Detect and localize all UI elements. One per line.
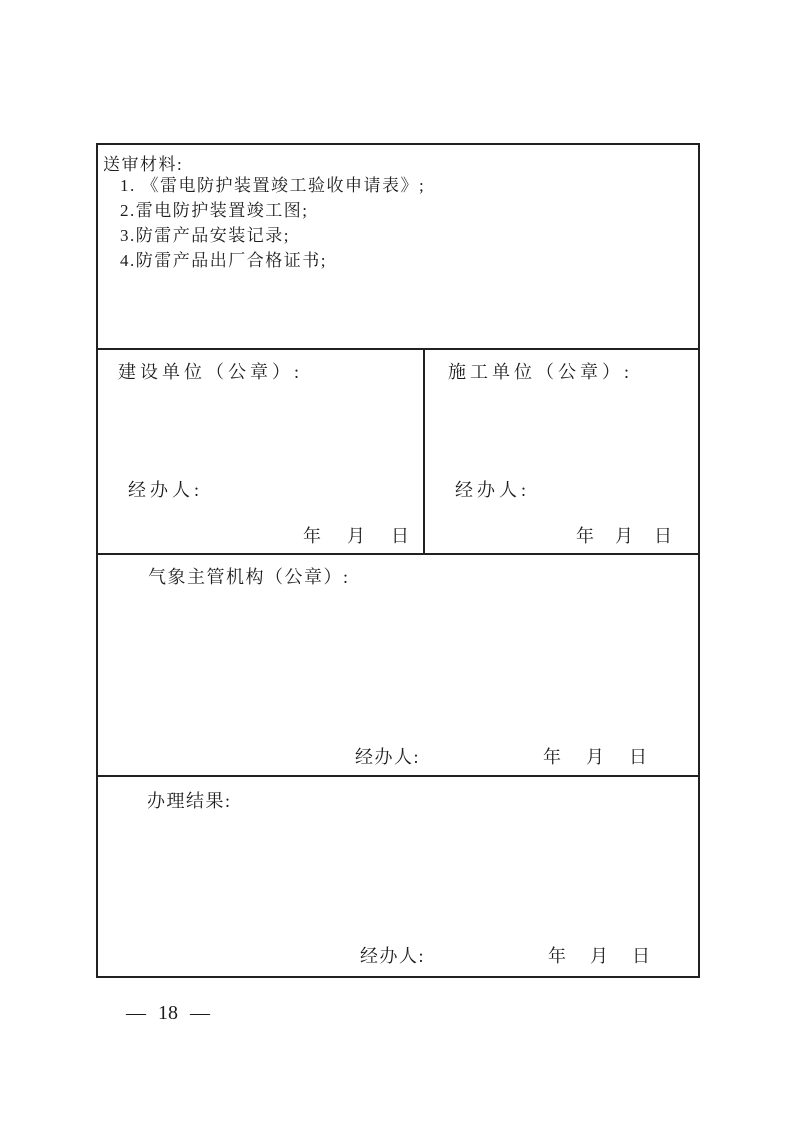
page-number-dash-left: — <box>126 1002 146 1024</box>
meteorological-authority-label: 气象主管机构（公章）: <box>148 567 350 587</box>
page-number <box>126 1002 210 1025</box>
year-label: 年 <box>548 946 566 966</box>
construction-unit-cell <box>98 350 425 553</box>
year-label: 年 <box>576 526 594 546</box>
day-label: 日 <box>391 526 409 546</box>
construction-unit-agent-label: 经办人: <box>128 480 204 500</box>
materials-item-3: 3.防雷产品安装记录; <box>120 226 290 245</box>
materials-section <box>98 145 698 348</box>
materials-title: 送审材料: <box>103 155 184 174</box>
meteorological-authority-agent-label: 经办人: <box>355 747 421 767</box>
meteorological-authority-sign-line <box>98 743 698 769</box>
day-label: 日 <box>632 946 650 966</box>
installation-unit-date-line <box>576 522 672 548</box>
month-label: 月 <box>615 526 633 546</box>
materials-item-4: 4.防雷产品出厂合格证书; <box>120 251 327 270</box>
month-label: 月 <box>590 946 608 966</box>
materials-item-1: 1. 《雷电防护装置竣工验收申请表》; <box>120 176 426 195</box>
materials-list <box>120 173 425 273</box>
construction-unit-label: 建设单位（公章）: <box>118 362 304 382</box>
page-number-value: 18 <box>158 1002 178 1024</box>
installation-unit-label: 施工单位（公章）: <box>448 362 634 382</box>
units-section <box>98 348 698 553</box>
construction-unit-date-line <box>303 522 409 548</box>
month-label: 月 <box>347 526 365 546</box>
page-number-dash-right: — <box>190 1002 210 1024</box>
meteorological-authority-date-line <box>543 743 647 769</box>
year-label: 年 <box>543 747 561 767</box>
day-label: 日 <box>654 526 672 546</box>
processing-result-agent-label: 经办人: <box>360 946 426 966</box>
processing-result-date-line <box>548 942 650 968</box>
materials-item-2: 2.雷电防护装置竣工图; <box>120 201 309 220</box>
processing-result-sign-line <box>98 942 698 968</box>
month-label: 月 <box>586 747 604 767</box>
acceptance-form-table <box>96 143 700 978</box>
meteorological-authority-section <box>98 553 698 775</box>
installation-unit-agent-label: 经办人: <box>455 480 531 500</box>
year-label: 年 <box>303 526 321 546</box>
day-label: 日 <box>629 747 647 767</box>
installation-unit-cell <box>425 350 698 553</box>
processing-result-section <box>98 775 698 976</box>
processing-result-label: 办理结果: <box>147 791 232 811</box>
